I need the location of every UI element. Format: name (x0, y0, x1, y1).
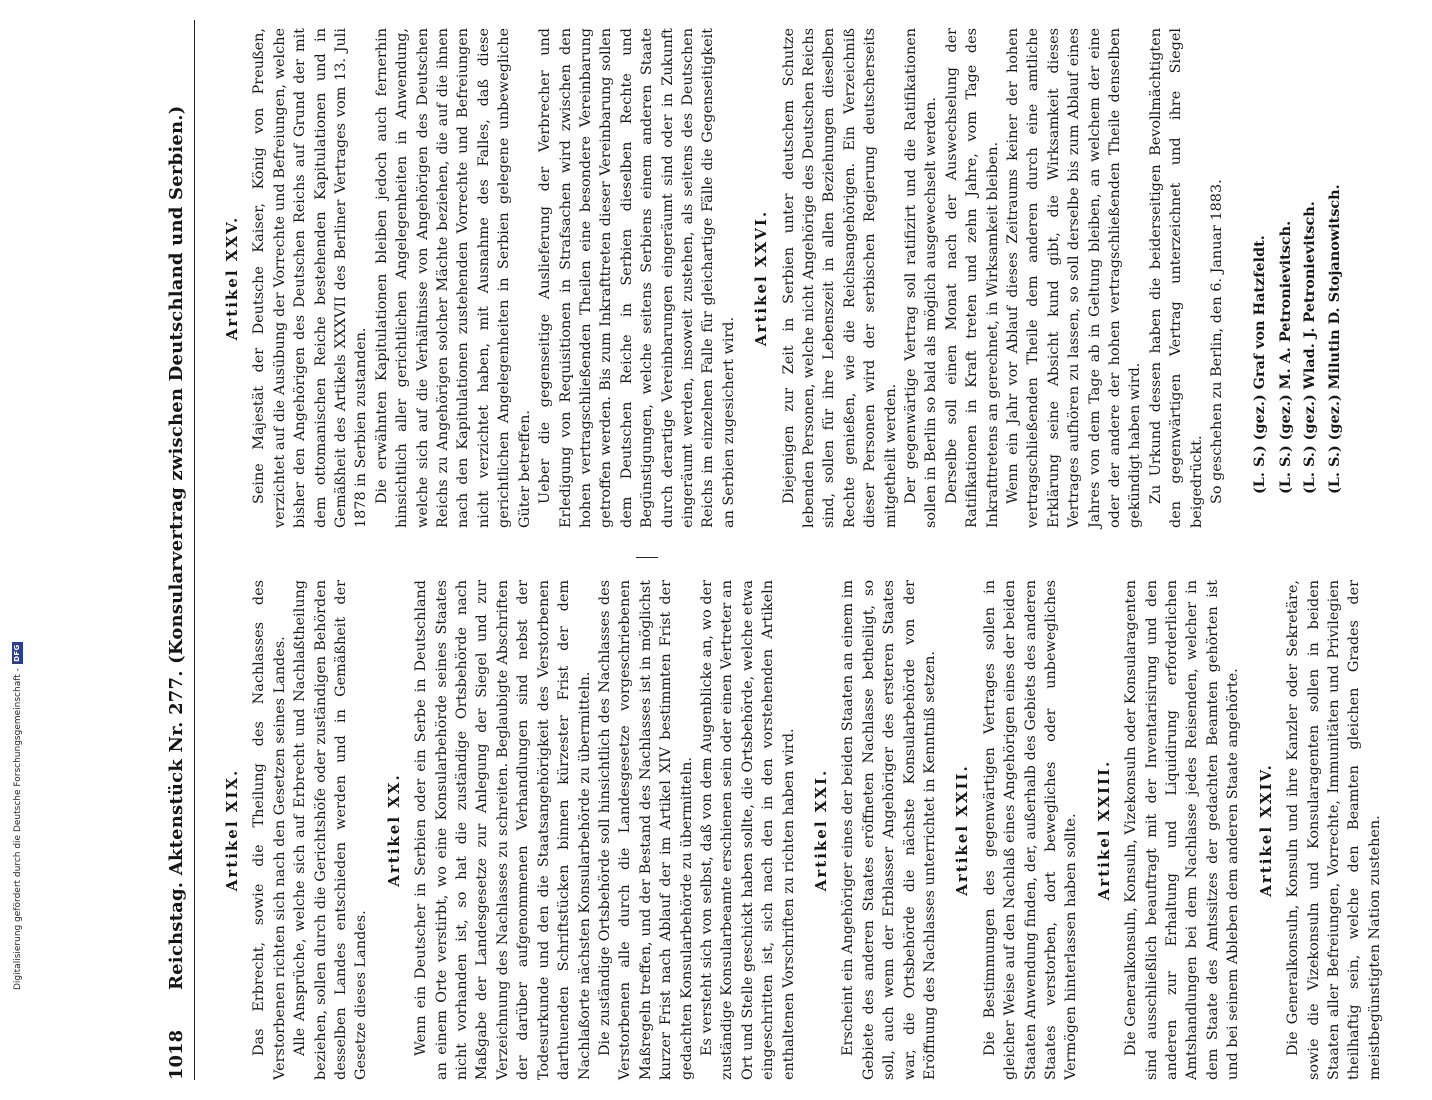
signature-germany: (L. S.) (gez.) Graf von Hatzfeldt. (1250, 235, 1268, 494)
article-paragraph: Erscheint ein Angehöriger eines der beiden Staaten an einem im Gebiete des anderen Staates eröffneten Nachlasse betheiligt, so soll, auch wenn der Erblasser Angehöriger des ersteren Staates war, die Ortsbehörde die nächste Konsularbehörde von der Eröffnung des Nachlasses unterrichtet in Kenntniß setzen. (840, 580, 938, 1080)
article-paragraph: Das Erbrecht, sowie die Theilung des Nachlasses des Verstorbenen richten sich nach den Gesetzen seines Landes. (251, 580, 288, 1080)
page-number: 1018 (166, 1029, 187, 1080)
article-paragraph: Wenn ein Deutscher in Serbien oder ein Serbe in Deutschland an einem Orte verstirbt, wo eine Konsularbehörde seines Staates nicht vorhanden ist, so hat die zuständige Ortsbehörde nach Maßgabe der Landesgesetze zur Anlegung der Siegel und zur Verzeichnung des Nachlasses zu schreiten. Beglaubigte Abschriften der darüber aufgenommenen Verhandlungen sind nebst der Todesurkunde und den die Staatsangehörigkeit des Verstorbenen darthuenden Schriftstücken binnen kürzester Frist der dem Nachlaßorte nächsten Konsularbehörde zu übermitteln. (413, 580, 593, 1080)
article-paragraph: Die Generalkonsuln, Konsuln, Vizekonsuln oder Konsularagenten sind ausschließlich beauftragt mit der Inventarisirung und den anderen zur Erhaltung und Liquidirung erforderlichen Amtshandlungen bei dem Nachlasse jedes Reisenden, welcher in dem Staate des Amtssitzes der gedachten Beamten gehörten ist und bei seinem Ableben dem anderen Staate angehörte. (1123, 580, 1242, 1080)
article-heading: Artikel XXIII. (1094, 759, 1113, 901)
article-paragraph: Seine Majestät der Deutsche Kaiser, König von Preußen, verzichtet auf die Ausübung der Vorrechte und Befreiungen, welche bisher den Angehörigen des Deutschen Reichs auf Grund der mit dem ottomanischen Reiche bestehenden Kapitulationen und in Gemäßheit des Artikels XXXVII des Berliner Vertrages vom 13. Juli 1878 in Serbien zustanden. (251, 28, 370, 528)
article-paragraph: Derselbe soll einen Monat nach der Auswechselung der Ratifikationen in Kraft treten und zehn Jahre, vom Tage des Inkrafttretens an gerechnet, in Wirksamkeit bleiben. (943, 28, 1001, 528)
dfg-logo: DFG (12, 642, 23, 664)
signature-line: (L. S.) (gez.) Milutin D. Stojanowitsch. (1325, 184, 1343, 494)
article-paragraph: Alle Ansprüche, welche sich auf Erbrecht und Nachlaßtheilung beziehen, sollen durch die Gerichtshöfe oder zuständigen Behörden desselben Landes entschieden werden und in Gemäßheit der Gesetze dieses Landes. (292, 580, 370, 1080)
article-paragraph: Es versteht sich von selbst, daß von dem Augenblicke an, wo der zuständige Konsularbeamte erschienen sein oder einen Vertreter an Ort und Stelle geschickt haben sollte, die Ortsbehörde, welche etwa eingeschritten ist, sich nach den in den vorstehenden Artikeln enthaltenen Vorschriften zu richten haben wird. (698, 580, 797, 1080)
article-paragraph: Diejenigen zur Zeit in Serbien unter deutschem Schutze lebenden Personen, welche nicht Angehörige des Deutschen Reichs sind, sollen für ihre Lebenszeit in allen Beziehungen dieselben Rechte genießen, wie die Reichsangehörigen. Ein Verzeichniß dieser Personen wird der serbischen Regierung deutscherseits mitgetheilt werden. (780, 28, 899, 528)
document-page (144, 0, 1384, 1100)
article-paragraph: Die Bestimmungen des gegenwärtigen Vertrages sollen in gleicher Weise auf den Nachlaß eines Angehörigen eines der beiden Staaten Anwendung finden, der, außerhalb des Gebiets des anderen Staates verstorben, dort bewegliches oder unbewegliches Vermögen hinterlassen haben sollte. (981, 580, 1080, 1080)
header-rule (194, 20, 195, 1080)
place-date-line: So geschehen zu Berlin, den 6. Januar 1883. (1209, 179, 1226, 504)
left-column (210, 580, 1383, 1080)
signature-line: (L. S.) (gez.) Wlad. J. Petronievitsch. (1301, 201, 1319, 494)
article-heading: Artikel XXII. (953, 764, 972, 896)
digitization-note (12, 642, 23, 990)
signature-block (1250, 28, 1346, 528)
column-divider (636, 557, 658, 558)
right-column (210, 28, 1370, 528)
page-header (160, 20, 194, 1080)
article-paragraph: Die Generalkonsuln, Konsuln und ihre Kanzler oder Sekretäre, sowie die Vizekonsuln und Konsularagenten sollen in beiden Staaten aller Befreiungen, Vorrechte, Immunitäten und Privilegien theilhaftig sein, welche den Beamten gleichen Grades der meistbegünstigten Nation zustehen. (1285, 580, 1383, 1080)
article-heading: Artikel XX. (384, 773, 403, 887)
article-paragraph: Zu Urkund dessen haben die beiderseitigen Bevollmächtigten den gegenwärtigen Vertrag unterzeichnet und ihre Siegel beigedrückt. (1147, 28, 1205, 528)
article-paragraph: Der gegenwärtige Vertrag soll ratifizirt und die Ratifikationen sollen in Berlin so bald als möglich ausgewechselt werden. (903, 28, 940, 528)
article-heading: Artikel XXV. (223, 215, 241, 341)
article-paragraph: Wenn ein Jahr vor Ablauf dieses Zeitraums keiner der hohen vertragschließenden Theile dem anderen durch eine amtliche Erklärung seine Absicht kund gibt, die Wirksamkeit dieses Vertrages aufhören zu lassen, so soll derselbe bis zum Ablauf eines Jahres von dem Tage ab in Geltung bleiben, an welchem der eine oder der andere der hohen vertragschließenden Theile denselben gekündigt haben wird. (1005, 28, 1144, 528)
article-paragraph: Die erwähnten Kapitulationen bleiben jedoch auch fernerhin hinsichtlich aller gerichtlichen Angelegenheiten in Anwendung, welche sich auf die Verhältnisse von Angehörigen des Deutschen Reichs zu Angehörigen solcher Mächte beziehen, die auf die ihnen nach den Kapitulationen zustehenden Vorrechte und Befreiungen nicht verzichtet haben, mit Ausnahme des Falles, daß diese gerichtlichen Angelegenheiten in Serbien gelegene unbewegliche Güter betreffen. (373, 28, 533, 528)
digitization-text: Digitalisierung gefördert durch die Deutsche Forschungsgemeinschaft - (12, 668, 23, 990)
signature-line: (L. S.) (gez.) M. A. Petronievitsch. (1276, 220, 1294, 494)
running-head: Reichstag. Aktenstück Nr. 277. (Konsularvertrag zwischen Deutschland und Serbien.) (166, 105, 187, 990)
article-paragraph: Ueber die gegenseitige Auslieferung der Verbrecher und Erledigung von Requisitionen in Strafsachen wird zwischen den hohen vertragschließenden Theilen eine besondere Vereinbarung getroffen werden. Bis zum Inkrafttreten dieser Vereinbarung sollen dem Deutschen Reiche in Serbien dieselben Rechte und Begünstigungen, welche seitens Serbiens einem anderen Staate durch derartige Vereinbarungen eingeräumt sind oder in Zukunft eingeräumt werden, insoweit zustehen, als seitens des Deutschen Reichs im einzelnen Falle für gleichartige Fälle die Gegenseitigkeit an Serbien zugesichert wird. (537, 28, 737, 528)
article-heading: Artikel XXVI. (752, 209, 771, 347)
article-heading: Artikel XIX. (223, 768, 241, 892)
article-heading: Artikel XXI. (811, 768, 830, 892)
article-heading: Artikel XXIV. (1256, 763, 1275, 897)
article-paragraph: Die zuständige Ortsbehörde soll hinsichtlich des Nachlasses des Verstorbenen alle durch die Landesgesetze vorgeschriebenen Maßregeln treffen, und der Bestand des Nachlasses ist in möglichst kurzer Frist nach Ablauf der im Artikel XIV bestimmten Frist der gedachten Konsularbehörde zu übermitteln. (596, 580, 695, 1080)
